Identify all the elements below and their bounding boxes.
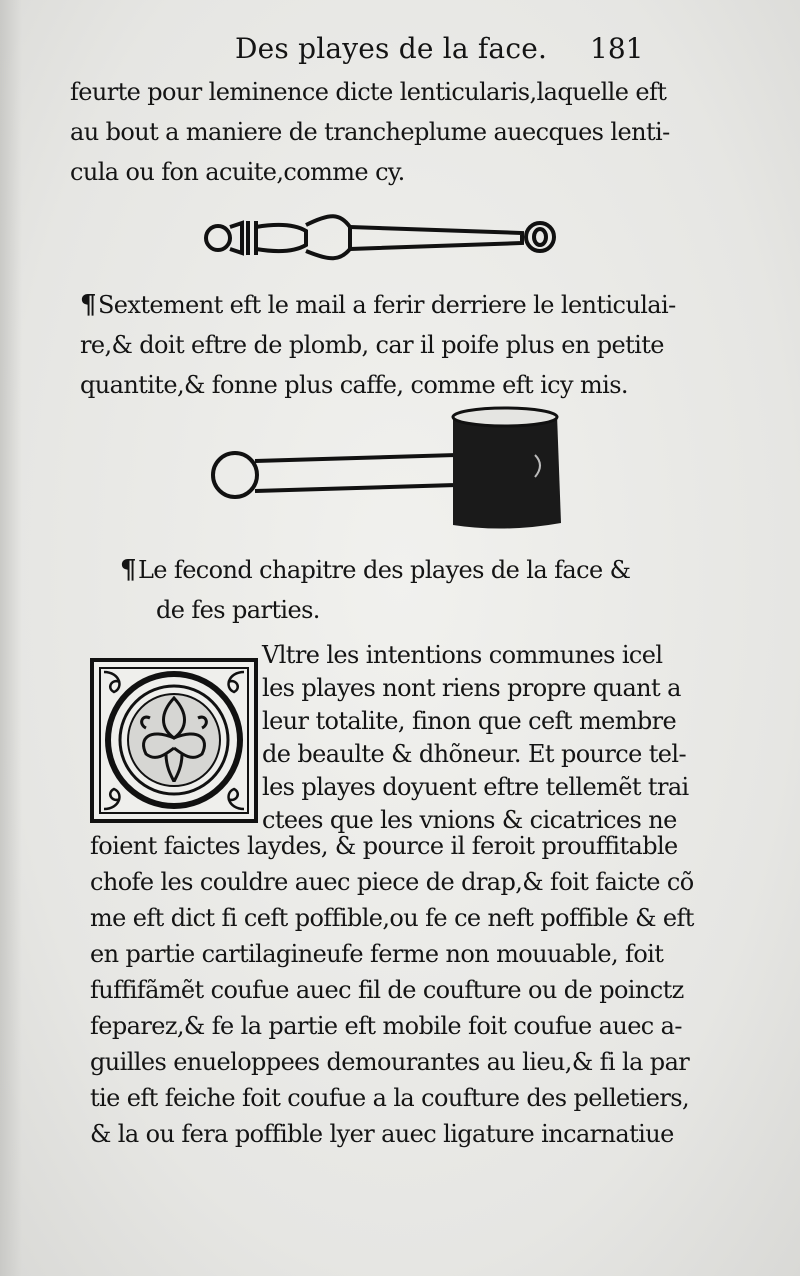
chapter-heading [120,550,760,630]
paragraph-lenticularis [70,72,710,192]
page-gutter-shadow [0,0,22,1276]
heading-line [120,550,760,590]
text-line: cula ou fon acuite,comme cy. [70,158,405,186]
text-line: quantite,& fonne plus caffe, comme eft icy mis. [80,371,628,399]
heading-line-content: Le fecond chapitre des playes de la face & [137,556,631,584]
text-line-content: Sextement eft le mail a ferir derriere le lenticulai- [97,291,676,319]
text-line: ctees que les vnions & cicatrices ne [262,806,677,834]
pilcrow-mark: ¶ [120,555,136,585]
text-line: fuffifãmẽt coufue auec fil de coufture ou de poinctz [90,976,684,1004]
drop-cap-paragraph [262,635,702,840]
text-line: de beaulte & dhõneur. Et pource tel- [262,740,686,768]
lenticular-instrument-illustration [200,205,565,265]
text-line: tie eft feiche foit coufue a la coufture des pelletiers, [90,1084,689,1112]
text-line: les playes nont riens propre quant a [262,674,681,702]
text-line: feurte pour leminence dicte lenticularis,laquelle eft [70,78,667,106]
text-line: & la ou fera poffible lyer auec ligature incarnatiue [90,1120,674,1148]
text-line: re,& doit eftre de plomb, car il poife plus en petite [80,331,664,359]
lead-mallet-illustration [205,405,575,540]
page-header [0,30,800,70]
pilcrow-mark: ¶ [80,290,96,320]
page-number: 181 [590,32,644,65]
text-line: chofe les couldre auec piece de drap,& foit faicte cõ [90,868,694,896]
decorated-initial-o-icon [90,658,258,823]
running-head: Des playes de la face. [235,32,548,65]
text-line: foient faictes laydes, & pource il feroit prouffitable [90,832,678,860]
text-line: me eft dict fi ceft poffible,ou fe ce neft poffible & eft [90,904,694,932]
text-line: leur totalite, finon que ceft membre [262,707,677,735]
text-line: en partie cartilagineufe ferme non mouuable, foit [90,940,664,968]
text-line [80,285,720,325]
heading-line: de fes parties. [156,596,320,624]
text-line: les playes doyuent eftre tellemẽt trai [262,773,689,801]
paragraph-mallet [80,285,720,405]
text-line: guilles enueloppees demourantes au lieu,& fi la par [90,1048,690,1076]
text-line: au bout a maniere de trancheplume auecques lenti- [70,118,670,146]
text-line: Vltre les intentions communes icel [262,641,663,669]
text-line: feparez,& fe la partie eft mobile foit coufue auec a- [90,1012,682,1040]
paragraph-sutures [90,830,710,1154]
